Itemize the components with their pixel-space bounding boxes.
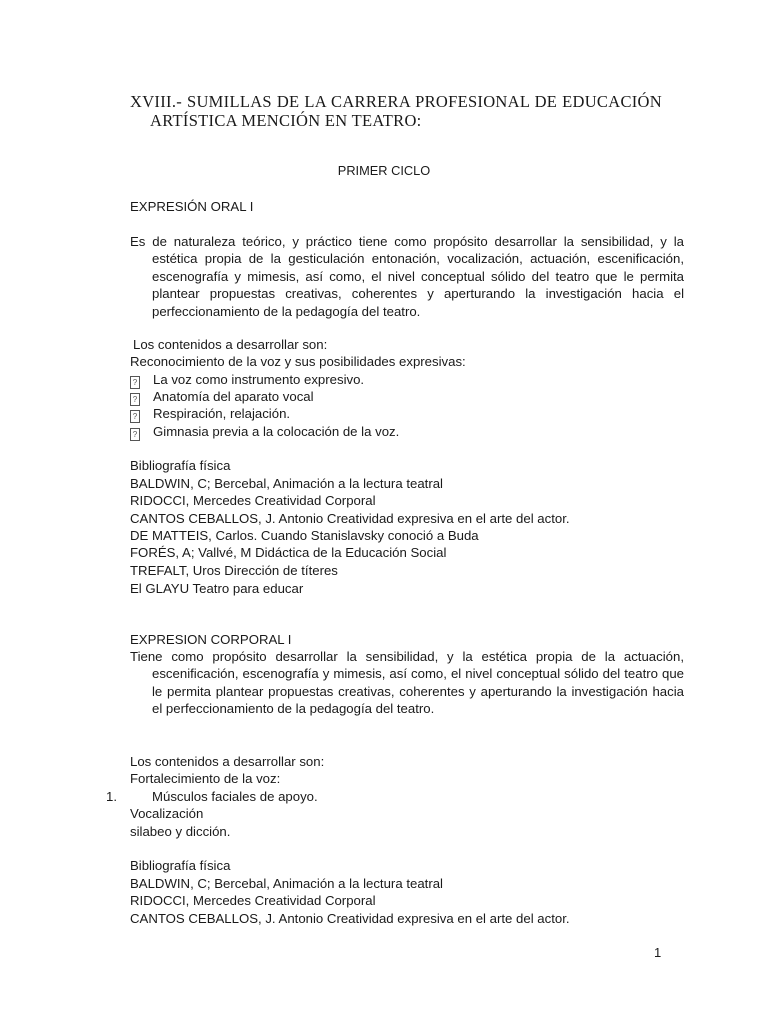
contents-subtitle: Fortalecimiento de la voz: (130, 771, 281, 786)
bullet-icon: ? (130, 393, 140, 406)
bibliography-entry: El GLAYU Teatro para educar (130, 581, 304, 596)
list-item: silabeo y dicción. (130, 824, 231, 839)
contents-intro: Los contenidos a desarrollar son: (133, 337, 328, 352)
contents-subtitle: Reconocimiento de la voz y sus posibilidades expresivas: (130, 354, 466, 369)
list-item: ? Respiración, relajación. (130, 405, 290, 423)
bibliography-entry: BALDWIN, C; Bercebal, Animación a la lectura teatral (130, 476, 443, 491)
bibliography-entry: CANTOS CEBALLOS, J. Antonio Creatividad expresiva en el arte del actor. (130, 511, 570, 526)
bullet-icon: ? (130, 428, 140, 441)
bibliography-entry: DE MATTEIS, Carlos. Cuando Stanislavsky conoció a Buda (130, 528, 479, 543)
bullet-icon: ? (130, 410, 140, 423)
section-title-expresion-oral: EXPRESIÓN ORAL I (130, 199, 254, 214)
list-item: Músculos faciales de apoyo. (152, 789, 318, 804)
bibliography-entry: RIDOCCI, Mercedes Creatividad Corporal (130, 893, 376, 908)
list-item: ? Anatomía del aparato vocal (130, 388, 314, 406)
section-description-expresion-oral: Es de naturaleza teórico, y práctico tiene como propósito desarrollar la sensibilidad, y la estética propia de la gesticulación entonación, vocalización, actuación, escenificación, escenografía y mimesis, así como, el nivel conceptual sólido del teatro que le permita plantear propuestas creativas, coherentes y aperturando la investigación hacia el perfeccionamiento de la pedagogía del teatro. (130, 234, 684, 319)
bibliography-entry: TREFALT, Uros Dirección de títeres (130, 563, 338, 578)
list-item: ? Gimnasia previa a la colocación de la voz. (130, 423, 399, 441)
bibliography-title: Bibliografía física (130, 858, 231, 873)
list-item: ? La voz como instrumento expresivo. (130, 371, 364, 389)
contents-intro: Los contenidos a desarrollar son: (130, 754, 325, 769)
list-item: Vocalización (130, 806, 204, 821)
bibliography-entry: RIDOCCI, Mercedes Creatividad Corporal (130, 493, 376, 508)
document-heading-line-1: XVIII.- SUMILLAS DE LA CARRERA PROFESIONAL DE EDUCACIÓN (130, 92, 662, 111)
page-number: 1 (654, 945, 662, 960)
bibliography-entry: CANTOS CEBALLOS, J. Antonio Creatividad expresiva en el arte del actor. (130, 911, 570, 926)
list-number: 1. (106, 789, 117, 804)
bullet-icon: ? (130, 376, 140, 389)
bibliography-entry: FORÉS, A; Vallvé, M Didáctica de la Educación Social (130, 545, 447, 560)
section-title-expresion-corporal: EXPRESION CORPORAL I (130, 632, 292, 647)
bibliography-entry: BALDWIN, C; Bercebal, Animación a la lectura teatral (130, 876, 443, 891)
document-heading-line-2: ARTÍSTICA MENCIÓN EN TEATRO: (150, 111, 422, 130)
cycle-title: PRIMER CICLO (337, 163, 431, 178)
section-description-expresion-corporal: Tiene como propósito desarrollar la sensibilidad, y la estética propia de la actuación, escenificación, escenografía y mimesis, así como, el nivel conceptual sólido del teatro que le permita plantear propuestas creativas, coherentes y aperturando la investigación hacia el perfeccionamiento de la pedagogía del teatro. (130, 649, 684, 717)
bibliography-title: Bibliografía física (130, 458, 231, 473)
